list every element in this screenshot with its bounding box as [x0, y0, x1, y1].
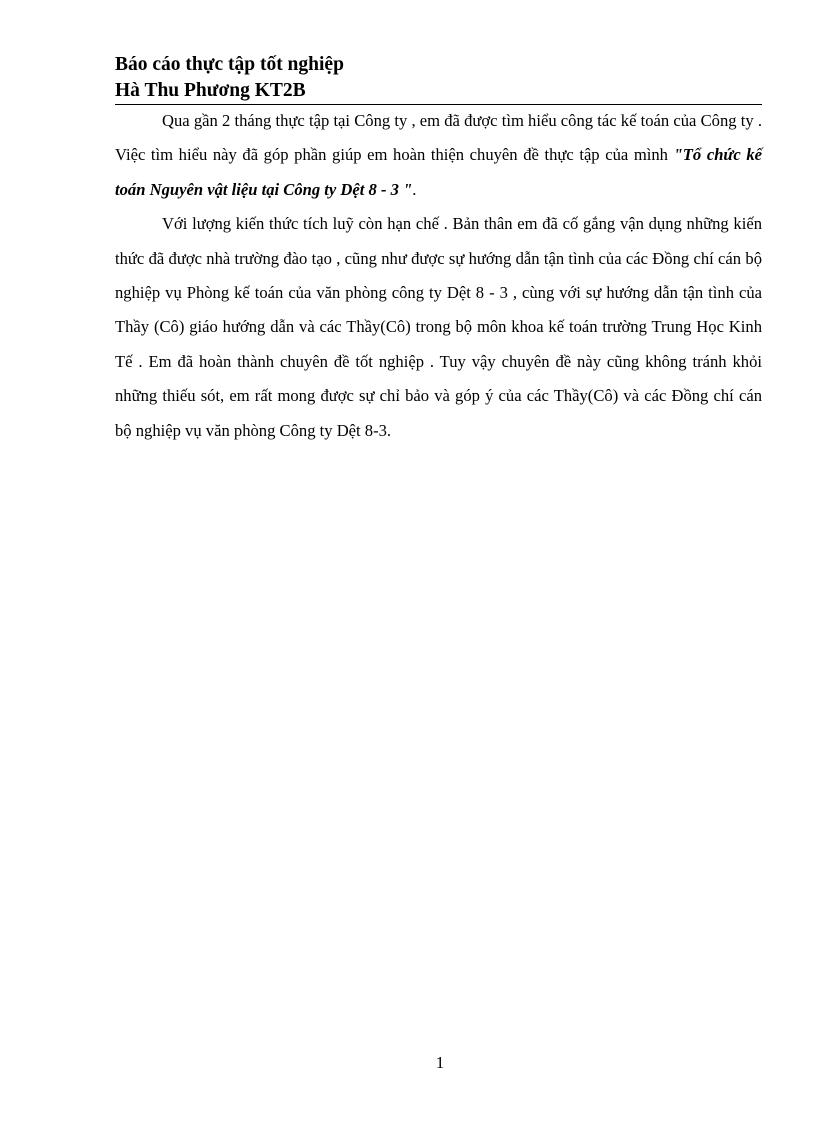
page-number: 1 — [435, 1053, 445, 1072]
page-header — [115, 52, 762, 105]
paragraph-intro-text: Qua gần 2 tháng thực tập tại Công ty , em đã được tìm hiểu công tác kế toán của Công ty . Việc tìm hiểu này đã góp phần giúp em hoàn thiện chuyên đề thực tập của mình — [115, 111, 762, 165]
paragraph-intro-end: . — [412, 179, 417, 199]
paragraph-intro — [115, 104, 762, 207]
author-line: Hà Thu Phương KT2B — [115, 80, 306, 101]
report-title: Báo cáo thực tập tốt nghiệp — [115, 54, 344, 75]
paragraph-acknowledgement: Với lượng kiến thức tích luỹ còn hạn chế . Bản thân em đã cố gắng vận dụng những kiến thức đã được nhà trường đào tạo , cũng như được sự hướng dẫn tận tình của các Đồng chí cán bộ nghiệp vụ Phòng kế toán của văn phòng công ty Dệt 8 - 3 , cùng với sự hướng dẫn tận tình của Thầy (Cô) giáo hướng dẫn và các Thầy(Cô) trong bộ môn khoa kế toán trường Trung Học Kinh Tế . Em đã hoàn thành chuyên đề tốt nghiệp . Tuy vậy chuyên đề này cũng không tránh khỏi những thiếu sót, em rất mong được sự chỉ bảo và góp ý của các Thầy(Cô) và các Đồng chí cán bộ nghiệp vụ văn phòng Công ty Dệt 8-3. — [115, 214, 762, 440]
document-body — [115, 104, 762, 448]
thesis-topic-title: "Tổ chức kế toán Nguyên vật liệu tại Công ty Dệt 8 - 3 " — [115, 145, 762, 199]
